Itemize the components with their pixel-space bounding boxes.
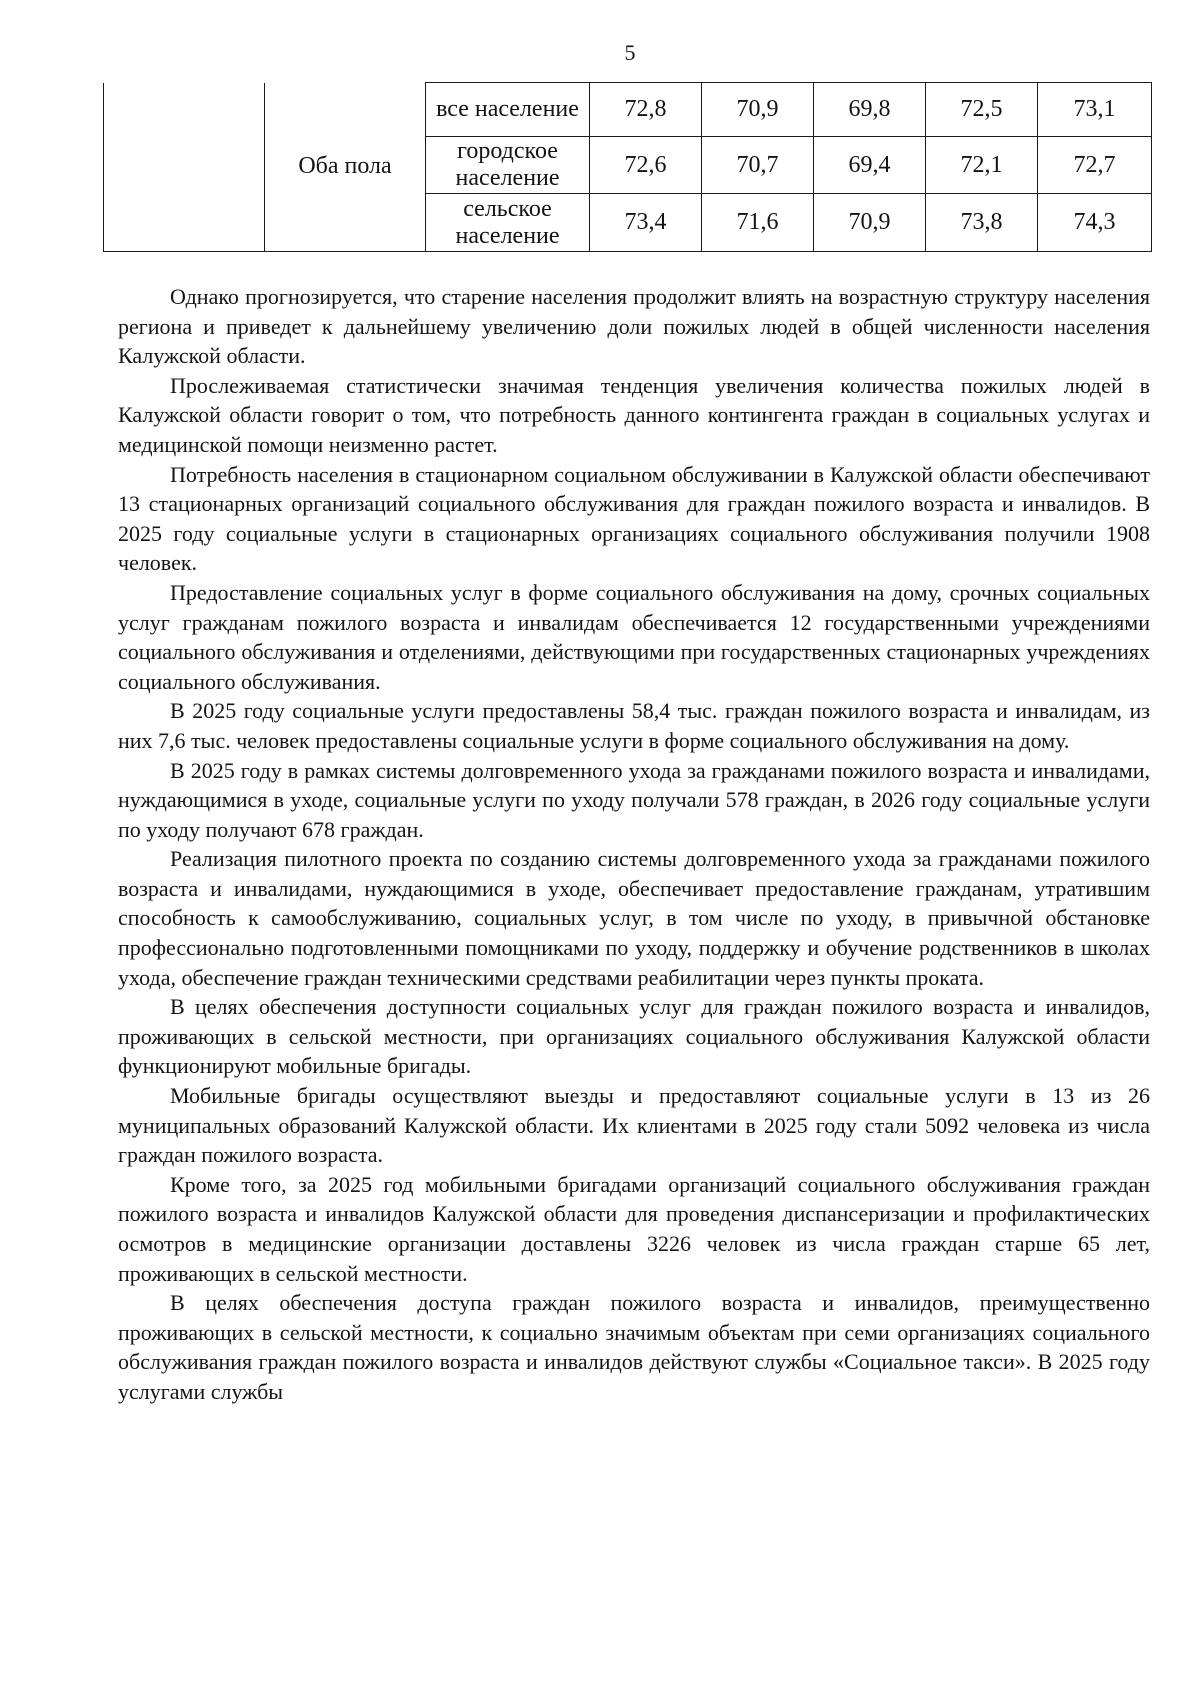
paragraph: В целях обеспечения доступности социальных услуг для граждан пожилого возраста и инвалидов, проживающих в сельской местности, при организациях социального обслуживания Калужской области функционируют мобильные бригады. <box>118 994 1150 1079</box>
population-type-cell: городское население <box>426 137 590 194</box>
value-cell: 73,1 <box>1038 83 1152 137</box>
value-cell: 70,9 <box>814 194 926 252</box>
value-cell: 71,6 <box>702 194 814 252</box>
paragraph: Предоставление социальных услуг в форме социального обслуживания на дому, срочных социальных услуг гражданам пожилого возраста и инвалидам обеспечивается 12 государственными учреждениями социального обслуживания и отделениями, действующими при государственных стационарных учреждениях социального обслуживания. <box>118 579 1150 694</box>
value-cell: 72,6 <box>590 137 702 194</box>
value-cell: 72,5 <box>926 83 1038 137</box>
value-cell: 74,3 <box>1038 194 1152 252</box>
paragraph: Однако прогнозируется, что старение населения продолжит влиять на возрастную структуру населения региона и приведет к дальнейшему увеличению доли пожилых людей в общей численности населения Калужской области. <box>118 284 1150 369</box>
table-row <box>104 83 1152 137</box>
body-text <box>118 282 1150 1407</box>
paragraph: В 2025 году социальные услуги предоставлены 58,4 тыс. граждан пожилого возраста и инвалидам, из них 7,6 тыс. человек предоставлены социальные услуги в форме социального обслуживания на дому. <box>118 698 1150 753</box>
sex-group-cell: Оба пола <box>265 83 426 252</box>
value-cell: 69,4 <box>814 137 926 194</box>
value-cell: 70,9 <box>702 83 814 137</box>
population-type-cell: сельское население <box>426 194 590 252</box>
paragraph: Прослеживаемая статистически значимая тенденция увеличения количества пожилых людей в Калужской области говорит о том, что потребность данного контингента граждан в социальных услугах и медицинской помощи неизменно растет. <box>118 372 1150 457</box>
value-cell: 73,4 <box>590 194 702 252</box>
paragraph: Кроме того, за 2025 год мобильными бригадами организаций социального обслуживания граждан пожилого возраста и инвалидов Калужской области для проведения диспансеризации и профилактических осмотров в медицинские организации доставлены 3226 человек из числа граждан старше 65 лет, проживающих в сельской местности. <box>118 1171 1150 1286</box>
paragraph: Потребность населения в стационарном социальном обслуживании в Калужской области обеспечивают 13 стационарных организаций социального обслуживания для граждан пожилого возраста и инвалидов. В 2025 году социальные услуги в стационарных организациях социального обслуживания получили 1908 человек. <box>118 461 1150 576</box>
paragraph: В целях обеспечения доступа граждан пожилого возраста и инвалидов, преимущественно проживающих в сельской местности, к социально значимым объектам при семи организациях социального обслуживания граждан пожилого возраста и инвалидов действуют службы «Социальное такси». В 2025 году услугами службы <box>118 1290 1150 1404</box>
life-expectancy-table <box>103 82 1152 252</box>
population-type-cell: все население <box>426 83 590 137</box>
paragraph: Мобильные бригады осуществляют выезды и предоставляют социальные услуги в 13 из 26 муниципальных образований Калужской области. Их клиентами в 2025 году стали 5092 человека из числа граждан пожилого возраста. <box>118 1083 1150 1168</box>
value-cell: 72,1 <box>926 137 1038 194</box>
value-cell: 72,7 <box>1038 137 1152 194</box>
value-cell: 69,8 <box>814 83 926 137</box>
paragraph: В 2025 году в рамках системы долговременного ухода за гражданами пожилого возраста и инвалидами, нуждающимися в уходе, социальные услуги по уходу получали 578 граждан, в 2026 году социальные услуги по уходу получают 678 граждан. <box>118 757 1150 842</box>
page-number: 5 <box>624 40 636 65</box>
value-cell: 70,7 <box>702 137 814 194</box>
blank-cell <box>104 83 265 252</box>
value-cell: 73,8 <box>926 194 1038 252</box>
paragraph: Реализация пилотного проекта по созданию системы долговременного ухода за гражданами пожилого возраста и инвалидами, нуждающимися в уходе, обеспечивает предоставление гражданам, утратившим способность к самообслуживанию, социальных услуг, в том числе по уходу, в привычной обстановке профессионально подготовленными помощниками по уходу, поддержку и обучение родственников в школах ухода, обеспечение граждан техническими средствами реабилитации через пункты проката. <box>118 846 1150 990</box>
value-cell: 72,8 <box>590 83 702 137</box>
